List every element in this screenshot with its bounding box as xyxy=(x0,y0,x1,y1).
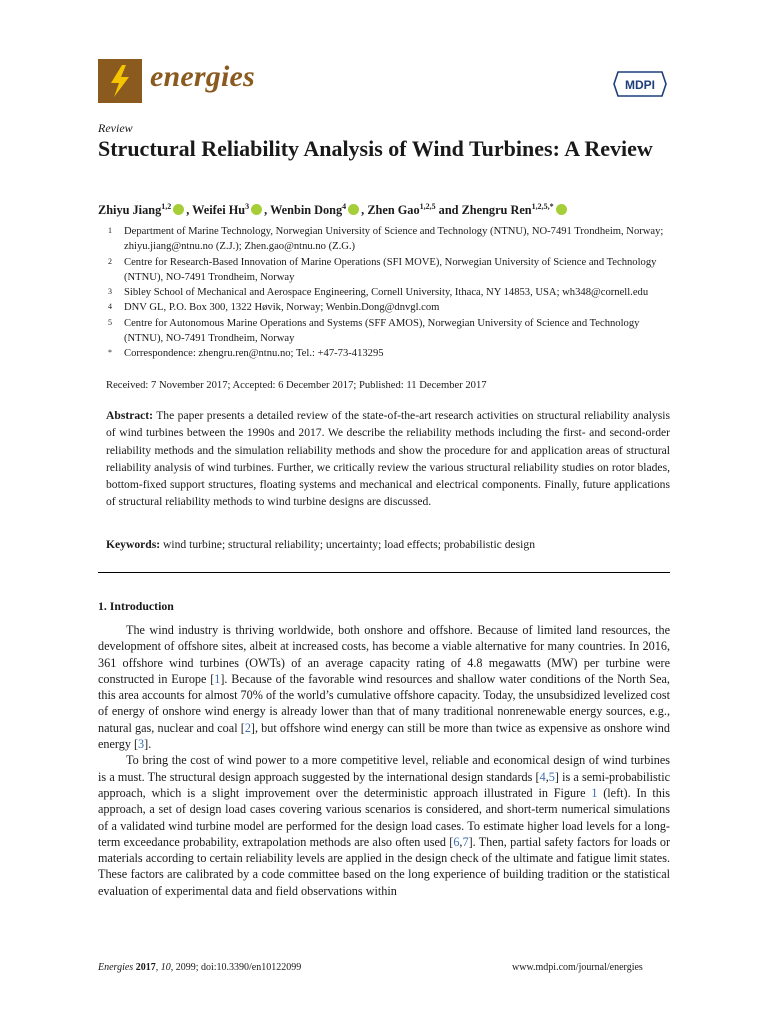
affiliation-number: 4 xyxy=(108,302,112,312)
publication-dates: Received: 7 November 2017; Accepted: 6 December 2017; Published: 11 December 2017 xyxy=(106,380,487,391)
paragraph-text: To bring the cost of wind power to a more competitive level, reliable and economical design of wind turbines is a must. The structural design approach suggested by the international design standards [ xyxy=(98,753,670,784)
affiliation-item xyxy=(98,255,678,286)
publisher-logo[interactable] xyxy=(612,70,668,98)
author-affiliation-ref: 1,2,5 xyxy=(419,202,436,211)
keywords-text: wind turbine; structural reliability; uncertainty; load effects; probabilistic design xyxy=(163,538,535,551)
author-affiliation-ref: 3 xyxy=(245,202,250,211)
citation-link[interactable]: 2 xyxy=(244,720,251,735)
affiliation-text: Centre for Autonomous Marine Operations and Systems (SFF AMOS), Norwegian University of Science and Technology (NTNU), NO-7491 Trondheim, Norway xyxy=(124,317,640,345)
affiliation-text: Sibley School of Mechanical and Aerospace Engineering, Cornell University, Ithaca, NY 14853, USA; wh348@cornell.edu xyxy=(124,287,649,299)
section-body xyxy=(98,622,670,899)
journal-name[interactable]: energies xyxy=(150,60,255,93)
paragraph-text: , xyxy=(545,769,549,784)
citation-link[interactable]: 6 xyxy=(453,834,460,849)
author-name: Zhiyu Jiang xyxy=(98,203,162,218)
paragraph-text: ]. Then, partial safety factors for loads or materials according to certain reliability levels are applied in the design check of the ultimate and fatigue limit states. These factors are calibrated by a code committee based on the long experience of building tradition or the statistical evaluation of experimental data and field observations within xyxy=(98,834,671,898)
footer-volume: 10 xyxy=(160,962,171,973)
citation-link[interactable]: 5 xyxy=(548,769,555,784)
footer-doi[interactable]: , 2099; doi:10.3390/en10122099 xyxy=(170,962,302,973)
section-heading: 1. Introduction xyxy=(98,599,174,613)
abstract-label: Abstract: xyxy=(106,409,154,422)
author-separator: , xyxy=(264,203,271,218)
orcid-icon[interactable] xyxy=(348,204,359,215)
footer-year: 2017 xyxy=(135,962,156,973)
affiliation-item xyxy=(98,285,678,300)
publisher-name: MDPI xyxy=(625,78,655,92)
paragraph-text: (left). In this approach, a set of design load cases covering various scenarios is considered, and short-term numerical simulations of a validated wind turbine model are performed for the design load cases. To estimate higher load levels for a long-term exceedance probability, extrapolation methods are also often used [ xyxy=(98,785,670,849)
orcid-icon[interactable] xyxy=(251,204,262,215)
affiliation-item xyxy=(98,224,678,255)
section-divider xyxy=(98,572,670,573)
lightning-bolt-icon xyxy=(98,59,142,103)
affiliation-text: Department of Marine Technology, Norwegian University of Science and Technology (NTNU), NO-7491 Trondheim, Norway; zhiyu.jiang@ntnu.no (Z.J.); Zhen.gao@ntnu.no (Z.G.) xyxy=(124,226,664,253)
author-separator: , xyxy=(186,203,193,218)
paragraph-text: , xyxy=(459,834,463,849)
citation-link[interactable]: 7 xyxy=(462,834,469,849)
author-separator: , xyxy=(361,203,368,218)
paragraph xyxy=(98,622,670,752)
author-separator: and xyxy=(435,203,462,218)
affiliation-number: * xyxy=(108,348,112,358)
keywords xyxy=(106,538,670,551)
author-affiliation-ref: 4 xyxy=(342,202,347,211)
journal-logo[interactable] xyxy=(98,59,142,103)
author-name: Zhengru Ren xyxy=(461,203,532,218)
author-name: Wenbin Dong xyxy=(270,203,343,218)
keywords-label: Keywords: xyxy=(106,538,161,551)
footer-journal: Energies xyxy=(98,962,134,973)
affiliation-number: 3 xyxy=(108,287,112,297)
paragraph-text: The wind industry is thriving worldwide, both onshore and offshore. Because of limited land resources, the development of offshore sites, albeit at increased costs, has become a viable alternative for many countries. In 2016, 361 offshore wind turbines (OWTs) of an average capacity rating of 4.8 megawatts (MW) per turbine were constructed in Europe [ xyxy=(98,623,670,686)
abstract xyxy=(106,407,670,511)
affiliation-number: 1 xyxy=(108,226,112,235)
affiliation-item xyxy=(98,346,678,361)
affiliation-number: 2 xyxy=(108,256,112,266)
affiliation-number: 5 xyxy=(108,317,112,327)
affiliation-text: Correspondence: zhengru.ren@ntnu.no; Tel.: +47-73-413295 xyxy=(124,348,384,360)
paragraph-text: ]. xyxy=(144,737,152,752)
affiliation-item xyxy=(98,316,678,347)
affiliation-item xyxy=(98,300,678,315)
abstract-text: The paper presents a detailed review of the state-of-the-art research activities on structural reliability analysis of wind turbines between the 1990s and 2017. We describe the reliability methods including the first- and second-order reliability methods and the simulation reliability methods and show the procedure for and application areas of structural reliability analysis of wind turbines. Further, we critically review the various structural reliability studies on rotor blades, bottom-fixed support structures, floating systems and mechanical and electrical components. Finally, future applications of structural reliability methods to wind turbine designs are discussed. xyxy=(106,409,670,509)
affiliation-list xyxy=(98,224,678,362)
footer-url[interactable]: www.mdpi.com/journal/energies xyxy=(512,962,643,973)
paragraph-text: ]. Because of the favorable wind resources and shallow water conditions of the North Sea, this area accounts for almost 70% of the world’s cumulative offshore capacity. Today, the unsubsidized levelized cost of energy of onshore wind energy is already lower than that of many traditional nonrenewable energy sources, e.g., natural gas, nuclear and coal [ xyxy=(98,671,670,735)
article-type: Review xyxy=(98,121,133,135)
citation-link[interactable]: 3 xyxy=(138,737,145,752)
author-name: Zhen Gao xyxy=(367,203,420,218)
paragraph-text: ] is a semi-probabilistic approach, which is a slight improvement over the deterministic approach illustrated in Figure xyxy=(98,769,670,800)
citation-link[interactable]: 4 xyxy=(539,769,546,784)
author-list xyxy=(98,202,678,218)
paragraph-text: ], but offshore wind energy can still be more than twice as expensive as onshore wind energy [ xyxy=(98,720,670,752)
footer-citation: Energies 2017, 10, 2099; doi:10.3390/en10122099 xyxy=(98,962,302,973)
author-name: Weifei Hu xyxy=(192,203,246,218)
affiliation-text: DNV GL, P.O. Box 300, 1322 Høvik, Norway; Wenbin.Dong@dnvgl.com xyxy=(124,302,440,314)
paragraph xyxy=(98,752,670,899)
orcid-icon[interactable] xyxy=(173,204,184,215)
author-affiliation-ref: 1,2,5,* xyxy=(531,202,554,211)
author-affiliation-ref: 1,2 xyxy=(161,202,172,211)
article-title: Structural Reliability Analysis of Wind Turbines: A Review xyxy=(98,136,653,161)
orcid-icon[interactable] xyxy=(556,204,567,215)
citation-link[interactable]: 1 xyxy=(214,671,221,686)
citation-link[interactable]: 1 xyxy=(591,785,598,800)
affiliation-text: Centre for Research-Based Innovation of Marine Operations (SFI MOVE), Norwegian University of Science and Technology (NTNU), NO-7491 Trondheim, Norway xyxy=(124,256,657,283)
